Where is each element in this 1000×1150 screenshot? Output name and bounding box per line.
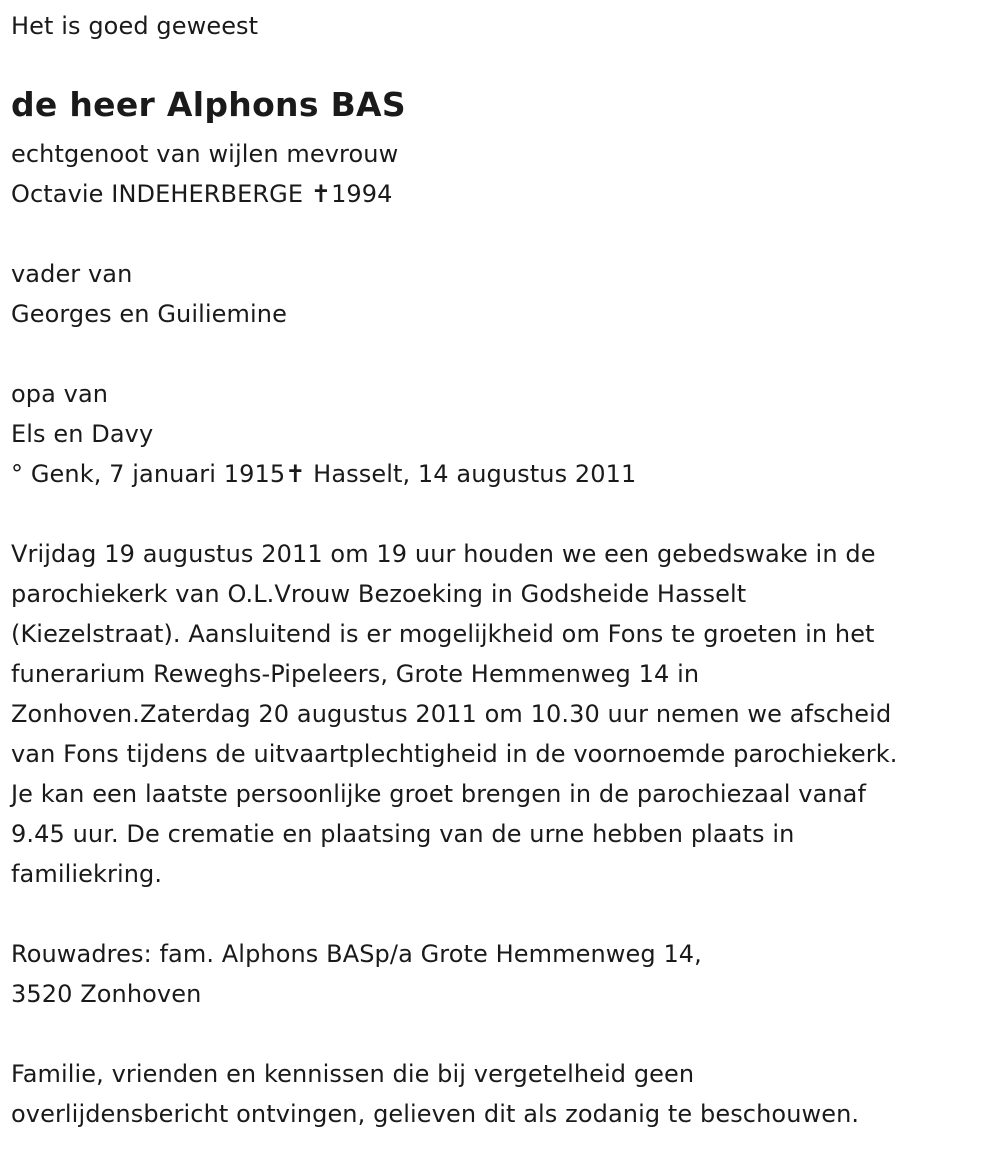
closing-line-1: Familie, vrienden en kennissen die bij vergetelheid geen bbox=[11, 1060, 695, 1088]
service-line: Zonhoven.Zaterdag 20 augustus 2011 om 10.30 uur nemen we afscheid bbox=[11, 700, 892, 728]
service-line: familiekring. bbox=[11, 860, 163, 888]
service-line: parochiekerk van O.L.Vrouw Bezoeking in Godsheide Hasselt bbox=[11, 580, 747, 608]
spouse-death-year: 1994 bbox=[331, 180, 393, 208]
spouse-name: Octavie INDEHERBERGE bbox=[11, 180, 304, 208]
children-names: Georges en Guiliemine bbox=[11, 300, 287, 328]
grandchildren-label: opa van bbox=[11, 380, 109, 408]
spouse-block bbox=[11, 134, 398, 214]
mourning-address bbox=[11, 934, 702, 1014]
closing-note bbox=[11, 1054, 859, 1134]
life-dates bbox=[11, 454, 636, 494]
address-line-1: Rouwadres: fam. Alphons BASp/a Grote Hemmenweg 14, bbox=[11, 940, 702, 968]
cross-icon: ✝ bbox=[285, 460, 306, 488]
address-line-2: 3520 Zonhoven bbox=[11, 980, 202, 1008]
intro-line: Het is goed geweest bbox=[11, 12, 259, 40]
deceased-name: de heer Alphons BAS bbox=[11, 85, 406, 124]
service-line: funerarium Reweghs-Pipeleers, Grote Hemmenweg 14 in bbox=[11, 660, 700, 688]
service-line: Je kan een laatste persoonlijke groet brengen in de parochiezaal vanaf bbox=[11, 780, 867, 808]
children-label: vader van bbox=[11, 260, 133, 288]
children-block bbox=[11, 254, 287, 334]
service-line: 9.45 uur. De crematie en plaatsing van de urne hebben plaats in bbox=[11, 820, 795, 848]
grandchildren-names: Els en Davy bbox=[11, 420, 154, 448]
spouse-line bbox=[11, 174, 398, 214]
spouse-label: echtgenoot van wijlen mevrouw bbox=[11, 140, 399, 168]
service-paragraph bbox=[11, 534, 996, 894]
closing-line-2: overlijdensbericht ontvingen, gelieven dit als zodanig te beschouwen. bbox=[11, 1100, 860, 1128]
grandchildren-block bbox=[11, 374, 636, 494]
cross-icon: ✝ bbox=[310, 180, 332, 208]
birth-info: ° Genk, 7 januari 1915 bbox=[11, 460, 286, 488]
death-info: Hasselt, 14 augustus 2011 bbox=[305, 460, 637, 488]
service-line: Vrijdag 19 augustus 2011 om 19 uur houden we een gebedswake in de bbox=[11, 540, 876, 568]
service-line: van Fons tijdens de uitvaartplechtigheid in de voornoemde parochiekerk. bbox=[11, 740, 898, 768]
service-line: (Kiezelstraat). Aansluitend is er mogelijkheid om Fons te groeten in het bbox=[11, 620, 875, 648]
